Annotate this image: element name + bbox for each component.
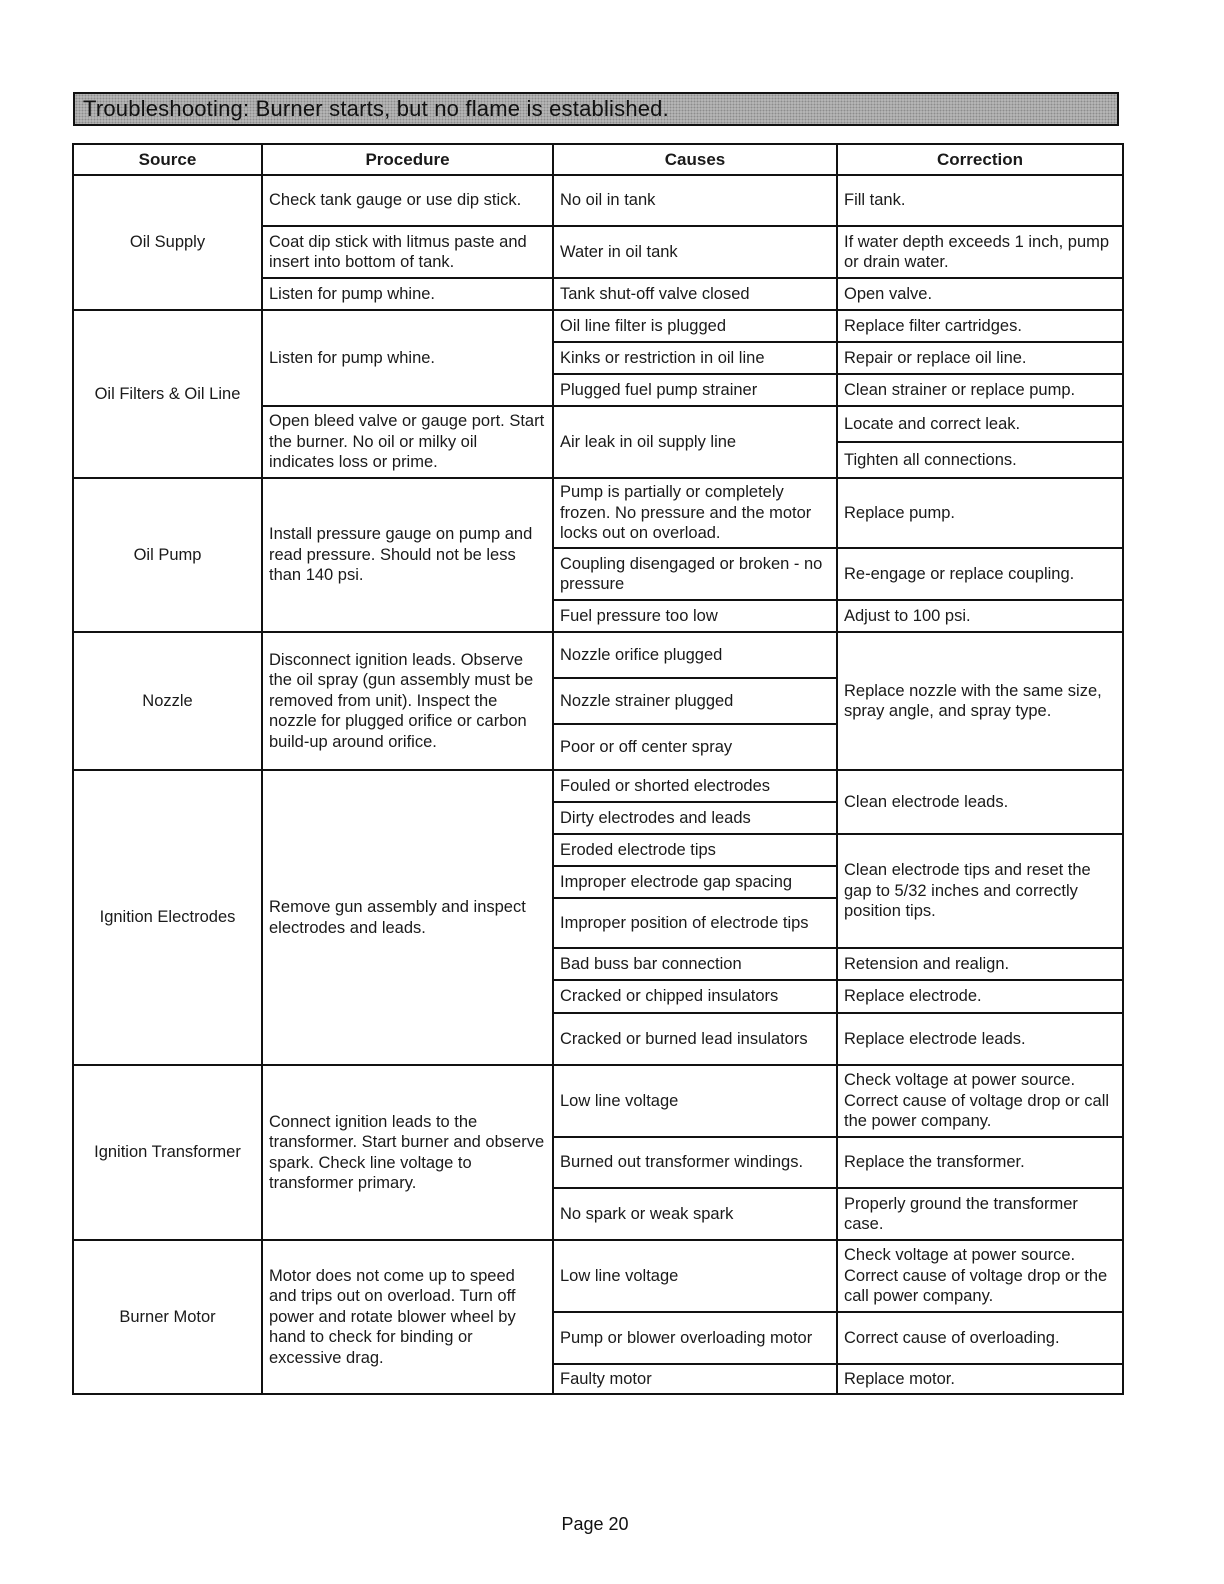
table-row (73, 1065, 1123, 1137)
cause-cell: Dirty electrodes and leads (553, 802, 837, 834)
correction-cell: Replace filter cartridges. (837, 310, 1123, 342)
cause-cell: Nozzle strainer plugged (553, 678, 837, 724)
correction-cell: Open valve. (837, 278, 1123, 310)
header-source: Source (73, 144, 262, 175)
cause-cell: Fuel pressure too low (553, 600, 837, 632)
source-ignition-transformer: Ignition Transformer (73, 1065, 262, 1240)
cause-cell: Poor or off center spray (553, 724, 837, 770)
cause-cell: Tank shut-off valve closed (553, 278, 837, 310)
cause-cell: Bad buss bar connection (553, 948, 837, 980)
correction-cell: Clean electrode leads. (837, 770, 1123, 834)
table-row (73, 478, 1123, 548)
correction-cell: Clean strainer or replace pump. (837, 374, 1123, 406)
correction-cell: Replace the transformer. (837, 1137, 1123, 1188)
cause-cell: No spark or weak spark (553, 1188, 837, 1240)
correction-cell: Check voltage at power source. Correct cause of voltage drop or the call power company. (837, 1240, 1123, 1312)
cause-cell: Faulty motor (553, 1364, 837, 1394)
procedure-cell: Disconnect ignition leads. Observe the oil spray (gun assembly must be removed from unit). Inspect the nozzle for plugged orifice or carbon build-up around orifice. (262, 632, 553, 770)
cause-cell: Oil line filter is plugged (553, 310, 837, 342)
correction-cell: Replace electrode leads. (837, 1013, 1123, 1065)
correction-cell: Correct cause of overloading. (837, 1312, 1123, 1364)
header-causes: Causes (553, 144, 837, 175)
correction-cell: Clean electrode tips and reset the gap to 5/32 inches and correctly position tips. (837, 834, 1123, 948)
cause-cell: Low line voltage (553, 1240, 837, 1312)
cause-cell: Nozzle orifice plugged (553, 632, 837, 678)
cause-cell: Water in oil tank (553, 226, 837, 278)
procedure-cell: Check tank gauge or use dip stick. (262, 175, 553, 226)
table-row (73, 632, 1123, 678)
header-row (73, 144, 1123, 175)
source-oil-supply: Oil Supply (73, 175, 262, 310)
procedure-cell: Remove gun assembly and inspect electrodes and leads. (262, 770, 553, 1065)
correction-cell: Check voltage at power source. Correct cause of voltage drop or call the power company. (837, 1065, 1123, 1137)
header-correction: Correction (837, 144, 1123, 175)
header-procedure: Procedure (262, 144, 553, 175)
correction-cell: Replace electrode. (837, 980, 1123, 1013)
page-number: Page 20 (561, 1514, 629, 1534)
cause-cell: Pump or blower overloading motor (553, 1312, 837, 1364)
correction-cell: Properly ground the transformer case. (837, 1188, 1123, 1240)
cause-cell: Burned out transformer windings. (553, 1137, 837, 1188)
correction-cell: Replace pump. (837, 478, 1123, 548)
procedure-cell: Coat dip stick with litmus paste and insert into bottom of tank. (262, 226, 553, 278)
correction-cell: Adjust to 100 psi. (837, 600, 1123, 632)
correction-cell: Replace nozzle with the same size, spray angle, and spray type. (837, 632, 1123, 770)
correction-cell: Locate and correct leak. (837, 406, 1123, 442)
procedure-cell: Motor does not come up to speed and trips out on overload. Turn off power and rotate blower wheel by hand to check for binding or excessive drag. (262, 1240, 553, 1394)
source-nozzle: Nozzle (73, 632, 262, 770)
cause-cell: Cracked or chipped insulators (553, 980, 837, 1013)
source-burner-motor: Burner Motor (73, 1240, 262, 1394)
cause-cell: Low line voltage (553, 1065, 837, 1137)
source-ignition-electrodes: Ignition Electrodes (73, 770, 262, 1065)
correction-cell: Repair or replace oil line. (837, 342, 1123, 374)
correction-cell: If water depth exceeds 1 inch, pump or drain water. (837, 226, 1123, 278)
correction-cell: Re-engage or replace coupling. (837, 548, 1123, 600)
table-row (73, 770, 1123, 802)
table-row (73, 1240, 1123, 1312)
procedure-cell: Install pressure gauge on pump and read pressure. Should not be less than 140 psi. (262, 478, 553, 632)
banner-title: Troubleshooting: Burner starts, but no flame is established. (83, 96, 669, 121)
cause-cell: Plugged fuel pump strainer (553, 374, 837, 406)
cause-cell: Air leak in oil supply line (553, 406, 837, 478)
cause-cell: Coupling disengaged or broken - no pressure (553, 548, 837, 600)
source-oil-pump: Oil Pump (73, 478, 262, 632)
cause-cell: Improper position of electrode tips (553, 898, 837, 948)
cause-cell: Fouled or shorted electrodes (553, 770, 837, 802)
correction-cell: Retension and realign. (837, 948, 1123, 980)
troubleshooting-table (72, 143, 1124, 1395)
cause-cell: Improper electrode gap spacing (553, 866, 837, 898)
cause-cell: Cracked or burned lead insulators (553, 1013, 837, 1065)
procedure-cell: Open bleed valve or gauge port. Start the burner. No oil or milky oil indicates loss or prime. (262, 406, 553, 478)
cause-cell: Pump is partially or completely frozen. No pressure and the motor locks out on overload. (553, 478, 837, 548)
procedure-cell: Connect ignition leads to the transformer. Start burner and observe spark. Check line voltage to transformer primary. (262, 1065, 553, 1240)
correction-cell: Fill tank. (837, 175, 1123, 226)
correction-cell: Tighten all connections. (837, 442, 1123, 478)
section-banner (73, 92, 1119, 126)
cause-cell: Eroded electrode tips (553, 834, 837, 866)
table-row (73, 175, 1123, 226)
source-oil-filters: Oil Filters & Oil Line (73, 310, 262, 478)
procedure-cell: Listen for pump whine. (262, 278, 553, 310)
correction-cell: Replace motor. (837, 1364, 1123, 1394)
cause-cell: Kinks or restriction in oil line (553, 342, 837, 374)
table-row (73, 310, 1123, 342)
procedure-cell: Listen for pump whine. (262, 310, 553, 406)
cause-cell: No oil in tank (553, 175, 837, 226)
